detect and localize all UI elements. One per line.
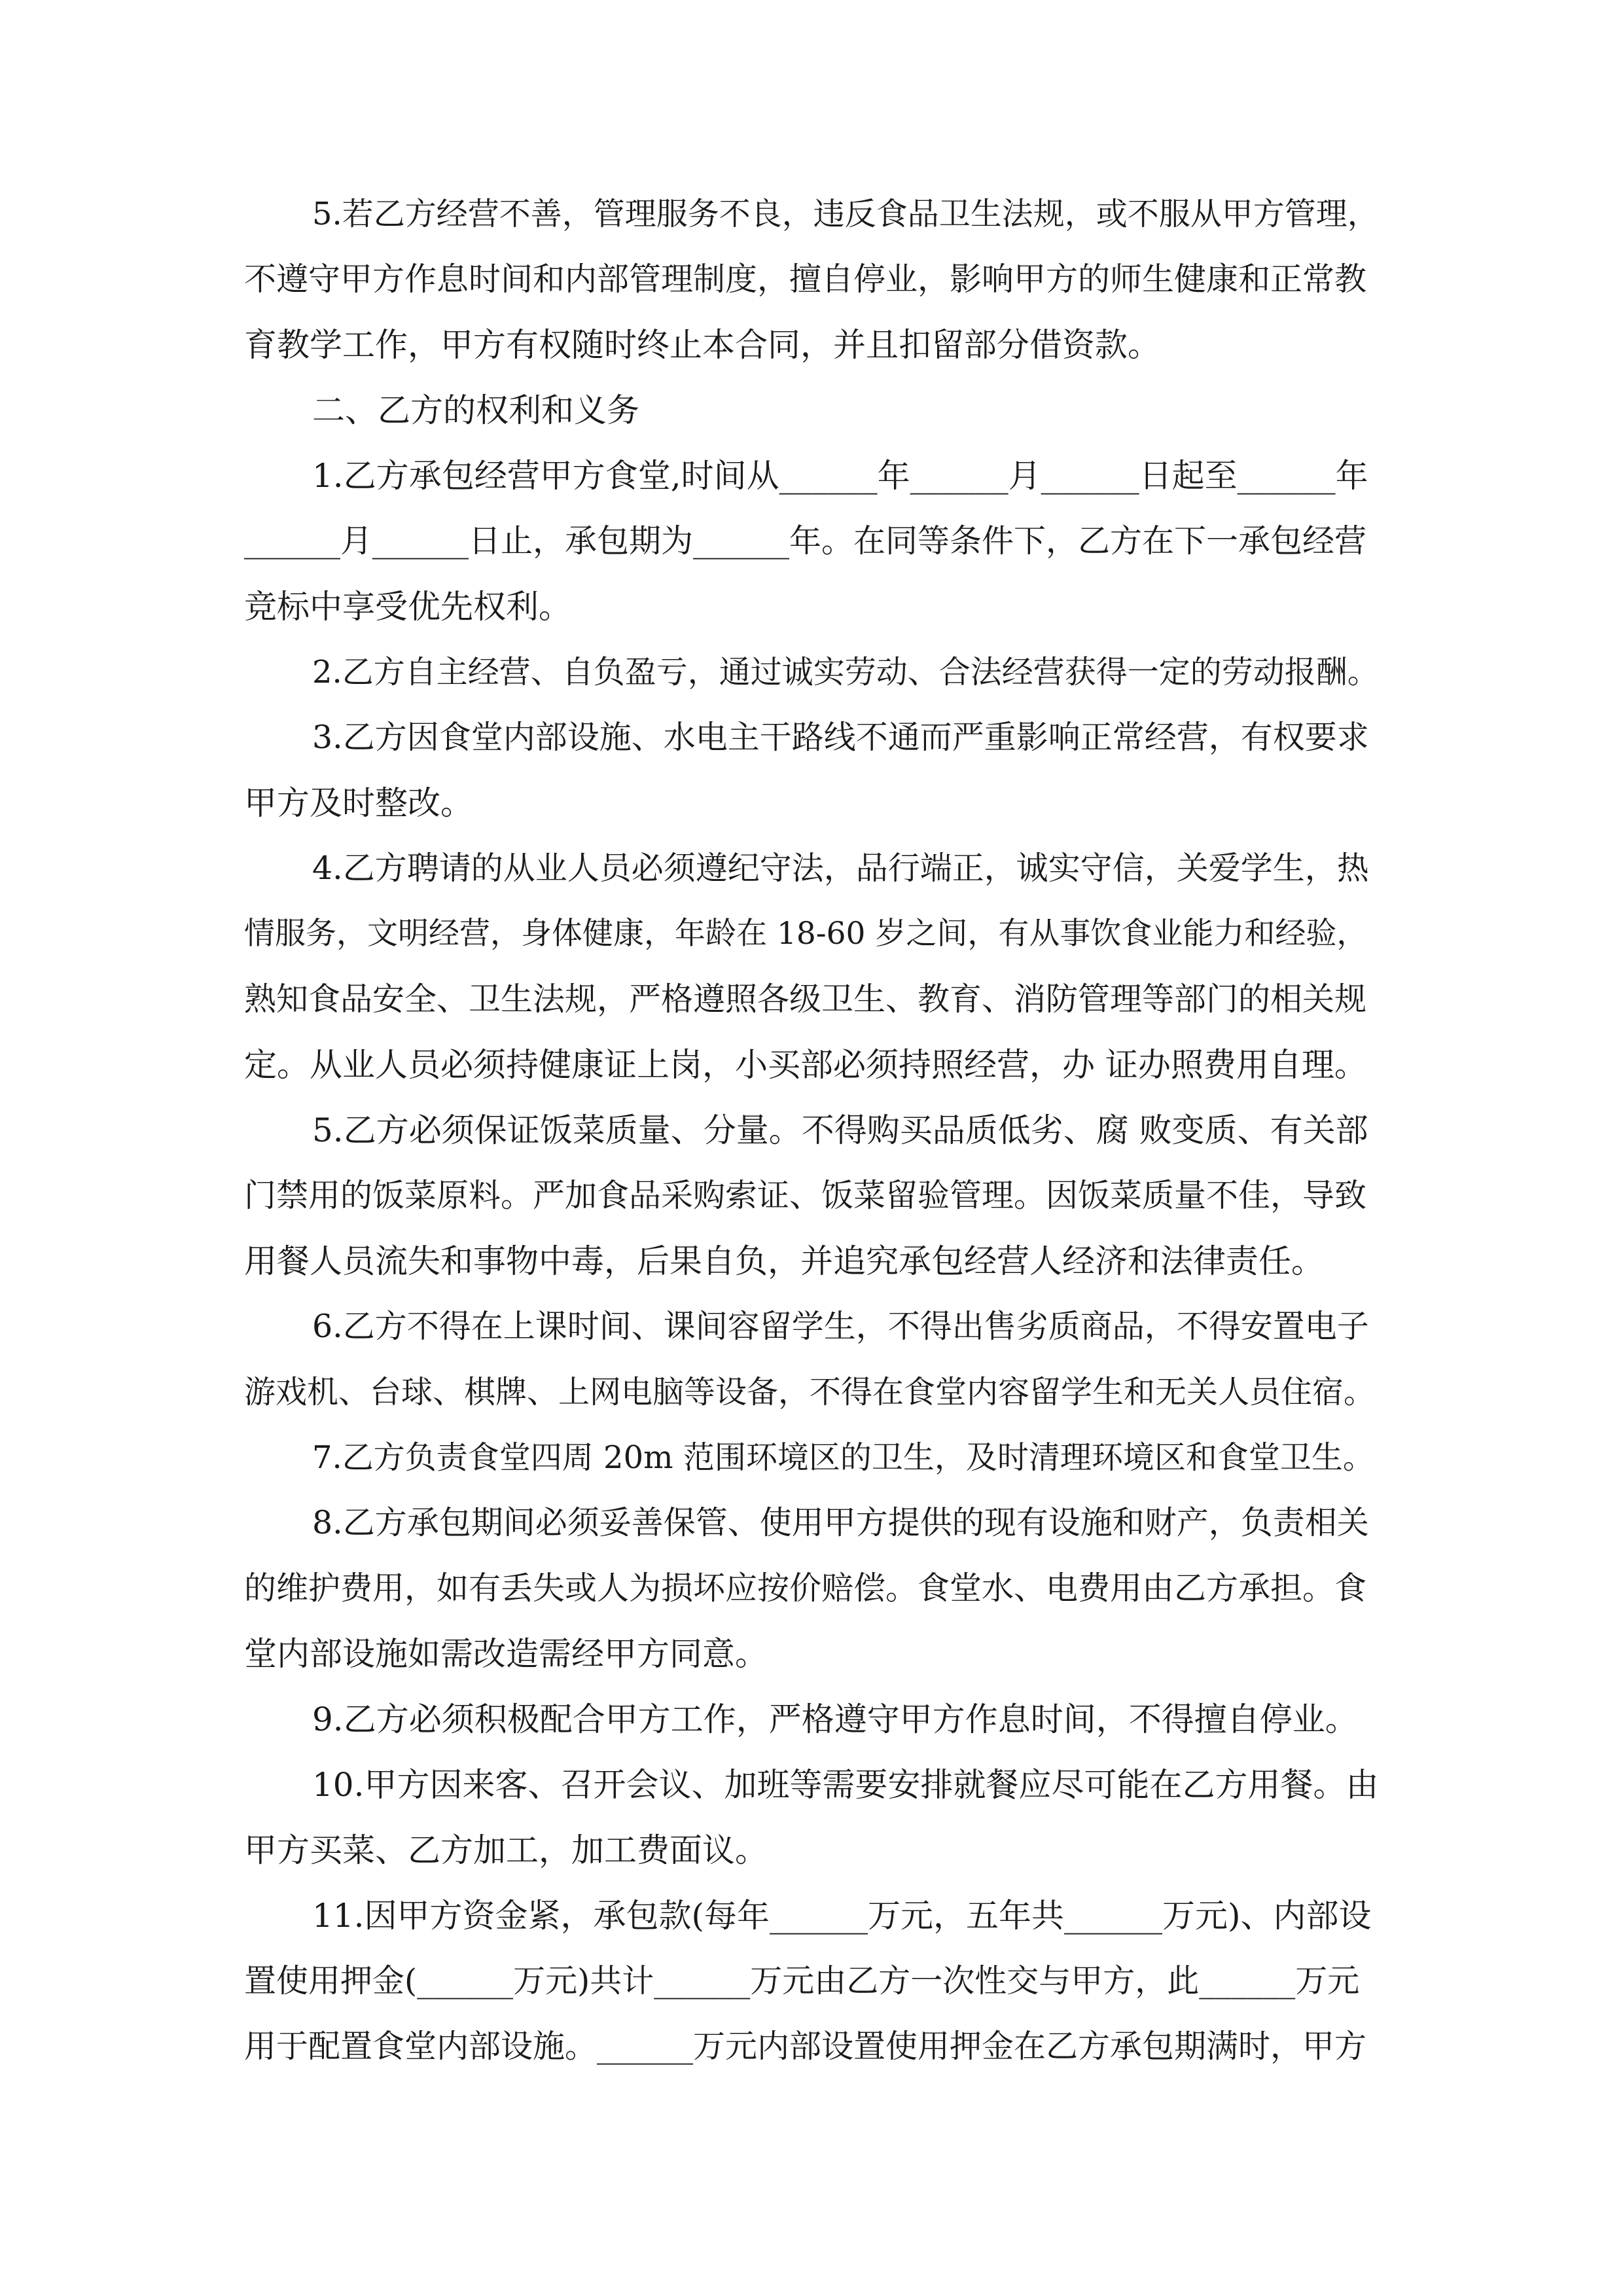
text-line: ______月______日止，承包期为______年。在同等条件下，乙方在下一承包经营 <box>244 522 1367 560</box>
text-line: 用餐人员流失和事物中毒，后果自负，并追究承包经营人经济和法律责任。 <box>244 1242 1324 1280</box>
text-line: 9.乙方必须积极配合甲方工作，严格遵守甲方作息时间，不得擅自停业。 <box>312 1700 1358 1738</box>
text-line: 用于配置食堂内部设施。______万元内部设置使用押金在乙方承包期满时，甲方 <box>244 2028 1367 2065</box>
text-line: 不遵守甲方作息时间和内部管理制度，擅自停业，影响甲方的师生健康和正常教 <box>244 260 1367 298</box>
text-line: 6.乙方不得在上课时间、课间容留学生，不得出售劣质商品，不得安置电子 <box>312 1308 1369 1345</box>
text-line: 2.乙方自主经营、自负盈亏，通过诚实劳动、合法经营获得一定的劳动报酬。 <box>312 654 1379 691</box>
text-line: 定。从业人员必须持健康证上岗，小买部必须持照经营，办 证办照费用自理。 <box>244 1046 1367 1084</box>
text-line: 熟知食品安全、卫生法规，严格遵照各级卫生、教育、消防管理等部门的相关规 <box>244 980 1367 1018</box>
text-line: 置使用押金(______万元)共计______万元由乙方一次性交与甲方，此______万元 <box>244 1962 1360 2000</box>
text-line: 1.乙方承包经营甲方食堂,时间从______年______月______日起至______年 <box>312 457 1368 495</box>
text-line: 的维护费用，如有丢失或人为损坏应按价赔偿。食堂水、电费用由乙方承担。食 <box>244 1570 1367 1607</box>
text-line: 3.乙方因食堂内部设施、水电主干路线不通而严重影响正常经营，有权要求 <box>312 719 1369 756</box>
text-line: 甲方及时整改。 <box>244 784 473 822</box>
text-line: 育教学工作，甲方有权随时终止本合同，并且扣留部分借资款。 <box>244 326 1160 364</box>
text-line: 5.乙方必须保证饭菜质量、分量。不得购买品质低劣、腐 败变质、有关部 <box>312 1111 1368 1149</box>
text-line: 4.乙方聘请的从业人员必须遵纪守法，品行端正，诚实守信，关爱学生，热 <box>312 850 1369 887</box>
text-line: 竞标中享受优先权利。 <box>244 588 571 626</box>
text-line: 8.乙方承包期间必须妥善保管、使用甲方提供的现有设施和财产，负责相关 <box>312 1504 1369 1541</box>
text-line: 甲方买菜、乙方加工，加工费面议。 <box>244 1831 768 1869</box>
text-line: 情服务，文明经营，身体健康，年龄在 18-60 岁之间，有从事饮食业能力和经验， <box>244 916 1368 952</box>
section-heading: 二、乙方的权利和义务 <box>312 391 639 429</box>
text-line: 堂内部设施如需改造需经甲方同意。 <box>244 1635 768 1673</box>
text-line: 游戏机、台球、棋牌、上网电脑等设备，不得在食堂内容留学生和无关人员住宿。 <box>244 1374 1376 1410</box>
text-line: 11.因甲方资金紧，承包款(每年______万元，五年共______万元)、内部设 <box>312 1897 1372 1935</box>
text-line: 7.乙方负责食堂四周 20m 范围环境区的卫生，及时清理环境区和食堂卫生。 <box>312 1439 1374 1476</box>
text-line: 5.若乙方经营不善，管理服务不良，违反食品卫生法规，或不服从甲方管理， <box>312 196 1379 232</box>
text-line: 10.甲方因来客、召开会议、加班等需要安排就餐应尽可能在乙方用餐。由 <box>312 1766 1379 1804</box>
text-line: 门禁用的饭菜原料。严加食品采购索证、饭菜留验管理。因饭菜质量不佳，导致 <box>244 1177 1367 1214</box>
